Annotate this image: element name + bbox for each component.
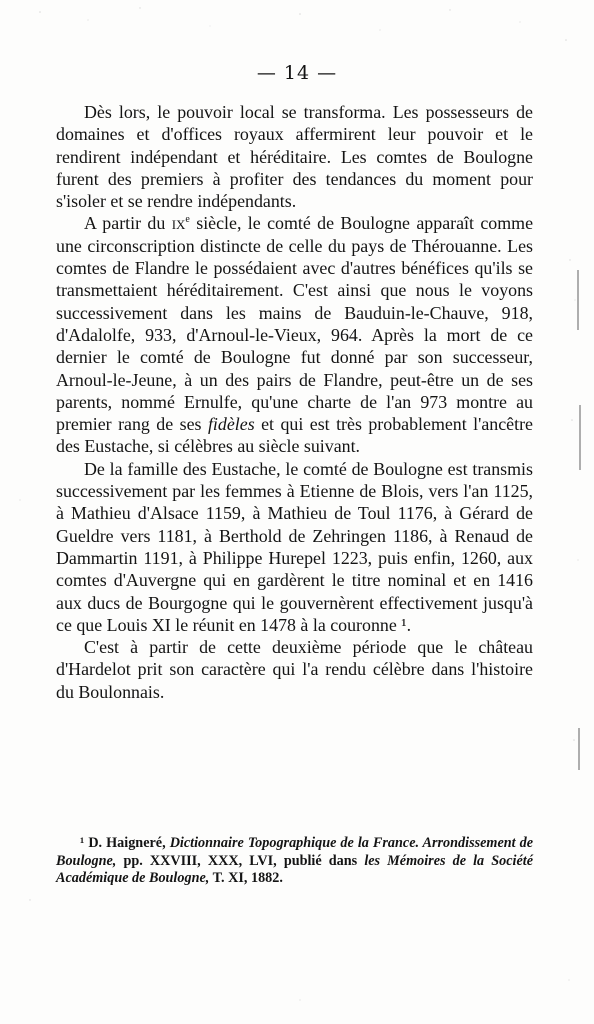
footnote-pages: pp. XXVIII, XXX, LVI, publié dans: [123, 852, 358, 869]
footnote-title: Dictionnaire Topographique de la France. Arrondissement de Boulogne,: [56, 835, 534, 869]
fideles-italic: fidèles: [207, 414, 255, 435]
page-number: — 14 —: [256, 62, 338, 84]
footnote-journal: les Mémoires de la Société Académique de Boulogne,: [56, 852, 534, 886]
paragraph-2: [56, 212, 533, 457]
paragraph-2-part-c: et qui est très probablement l'ancêtre des Eustache, si célèbres au siècle suivant.: [56, 414, 533, 457]
paragraph-2-part-a: A partir du: [84, 213, 172, 234]
main-text: [56, 101, 533, 703]
footnote-marker: ¹: [80, 835, 85, 851]
paragraph-4: C'est à partir de cette deuxième période que le château d'Hardelot prit son caractère qui l'a rendu célèbre dans l'histoire du Boulonnais.: [56, 637, 533, 702]
footnote: [56, 835, 533, 888]
century-numeral: ix: [171, 213, 186, 234]
footnote-author: D. Haigneré,: [88, 835, 166, 851]
paragraph-2-part-b: siècle, le comté de Boulogne apparaît comme une circonscription distincte de celle du pays de Thérouanne. Les comtes de Flandre le possédaient avec d'autres bénéfices qu'ils se transmettaient héréditairement. C'est ainsi que nous le voyons successivement dans les mains de Bauduin-le-Chauve, 918, d'Adalolfe, 933, d'Arnoul-le-Vieux, 964. Après la mort de ce dernier le comté de Boulogne fut donné par son successeur, Arnoul-le-Jeune, à un des pairs de Flandre, peut-être un de ses parents, nommé Ernulfe, qu'une charte de l'an 973 montre au premier rang de ses: [56, 213, 534, 435]
century-superscript: e: [185, 214, 190, 226]
footnote-volume: T. XI, 1882.: [212, 870, 283, 886]
paragraph-3: De la famille des Eustache, le comté de Boulogne est transmis successivement par les femmes à Etienne de Blois, vers l'an 1125, à Mathieu d'Alsace 1159, à Mathieu de Toul 1176, à Gérard de Gueldre vers 1181, à Berthold de Zehringen 1186, à Renaud de Dammartin 1191, à Philippe Hurepel 1223, puis enfin, 1260, aux comtes d'Auvergne qui en gardèrent le titre nominal et en 1416 aux ducs de Bourgogne qui le gouvernèrent effectivement jusqu'à ce que Louis XI le réunit en 1478 à la couronne ¹.: [56, 458, 533, 635]
footnote-text: [56, 835, 533, 888]
paragraph-1: Dès lors, le pouvoir local se transforma. Les possesseurs de domaines et d'offices royaux affermirent leur pouvoir et le rendirent indépendant et héréditaire. Les comtes de Boulogne furent des premiers à profiter des tendances du moment pour s'isoler et se rendre indépendants.: [56, 102, 533, 212]
